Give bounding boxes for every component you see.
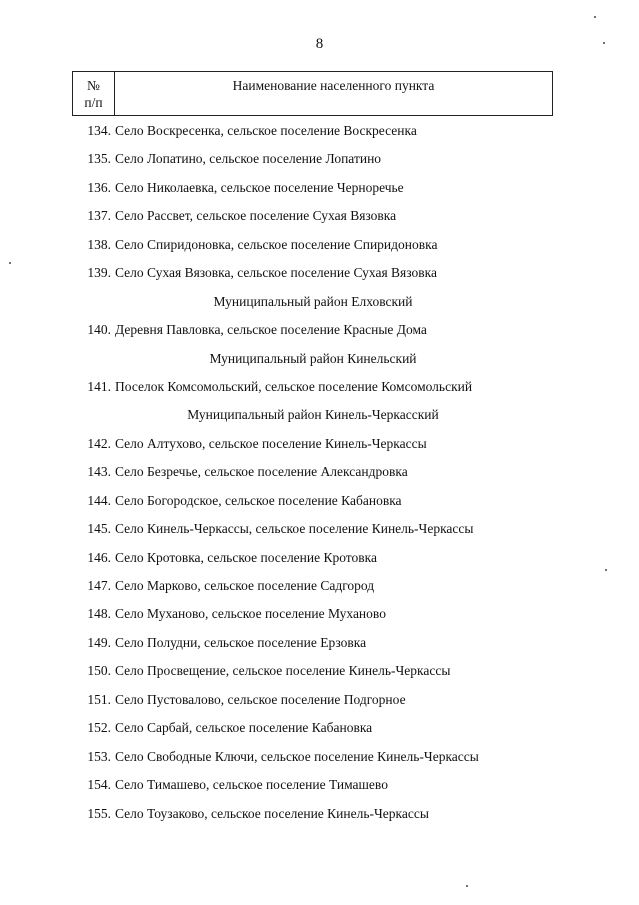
settlement-name: Село Спиридоновка, сельское поселение Спиридоновка	[115, 236, 438, 252]
settlement-row	[0, 544, 639, 572]
settlement-name: Село Воскресенка, сельское поселение Воскресенка	[115, 123, 417, 138]
scan-speck	[594, 16, 596, 18]
settlement-name: Село Полудни, сельское поселение Ерзовка	[115, 634, 367, 650]
scan-speck	[603, 42, 605, 44]
settlement-name: Поселок Комсомольский, сельское поселение Комсомольский	[115, 378, 473, 394]
settlement-name: Деревня Павловка, сельское поселение Красные Дома	[115, 322, 427, 338]
district-heading-row	[0, 288, 639, 316]
row-number: 141.	[87, 378, 111, 394]
row-number: 154.	[87, 777, 111, 793]
settlement-name: Село Алтухово, сельское поселение Кинель-Черкассы	[115, 435, 427, 451]
settlement-row	[0, 771, 639, 799]
settlement-name: Село Марково, сельское поселение Садгород	[115, 578, 375, 593]
table-header	[72, 71, 553, 116]
settlement-name: Село Просвещение, сельское поселение Кинель-Черкассы	[115, 663, 451, 679]
settlement-row	[0, 800, 639, 828]
row-number: 137.	[87, 208, 111, 224]
settlement-row	[0, 686, 639, 714]
settlement-row	[0, 316, 639, 344]
settlement-name: Село Муханово, сельское поселение Муханово	[115, 606, 386, 622]
row-number: 148.	[87, 606, 111, 622]
settlement-row	[0, 657, 639, 685]
settlement-row	[0, 629, 639, 657]
row-number: 134.	[87, 123, 111, 138]
settlement-name: Село Тимашево, сельское поселение Тимашево	[115, 777, 388, 793]
header-number-line: п/п	[84, 94, 103, 110]
row-number: 142.	[87, 435, 111, 451]
row-number: 144.	[87, 492, 111, 508]
settlement-row	[0, 373, 639, 401]
settlement-row	[0, 714, 639, 742]
row-number: 149.	[87, 634, 111, 650]
page-number: 8	[315, 36, 324, 52]
scan-speck	[605, 569, 607, 571]
settlement-name: Село Богородское, сельское поселение Кабановка	[115, 492, 402, 508]
scan-speck	[466, 885, 468, 887]
district-heading-row	[0, 401, 639, 429]
district-title: Муниципальный район Кинель-Черкасский	[187, 407, 439, 423]
row-number: 153.	[87, 748, 111, 764]
row-number: 139.	[87, 265, 111, 281]
settlement-row	[0, 600, 639, 628]
row-number: 145.	[87, 521, 111, 537]
settlement-name: Село Безречье, сельское поселение Александровка	[115, 464, 408, 480]
settlement-name: Село Кинель-Черкассы, сельское поселение Кинель-Черкассы	[115, 521, 474, 537]
settlement-row	[0, 487, 639, 515]
settlement-name: Село Лопатино, сельское поселение Лопатино	[115, 151, 382, 167]
settlement-row	[0, 430, 639, 458]
row-number: 143.	[87, 464, 111, 480]
settlement-row	[0, 174, 639, 202]
row-number: 135.	[87, 151, 111, 167]
header-number-column	[73, 72, 115, 115]
district-heading-row	[0, 345, 639, 373]
header-number-line: №	[87, 77, 100, 93]
settlement-row	[0, 145, 639, 173]
row-number: 150.	[87, 663, 111, 679]
row-number: 151.	[87, 691, 111, 707]
settlement-row	[0, 743, 639, 771]
row-number: 147.	[87, 578, 111, 593]
settlement-row	[0, 515, 639, 543]
row-number: 155.	[87, 805, 111, 821]
row-number: 140.	[87, 322, 111, 338]
header-number-label	[73, 77, 114, 111]
scan-speck	[9, 262, 11, 264]
settlement-row	[0, 259, 639, 287]
settlement-name: Село Николаевка, сельское поселение Черноречье	[115, 179, 404, 195]
settlement-name: Село Кротовка, сельское поселение Кротовка	[115, 549, 378, 565]
settlement-row	[0, 117, 639, 145]
row-number: 136.	[87, 179, 111, 195]
settlement-name: Село Пустовалово, сельское поселение Подгорное	[115, 691, 406, 707]
district-title: Муниципальный район Елховский	[213, 293, 413, 309]
settlement-name: Село Свободные Ключи, сельское поселение Кинель-Черкассы	[115, 748, 479, 764]
settlement-row	[0, 231, 639, 259]
row-number: 146.	[87, 549, 111, 565]
header-name-column: Наименование населенного пункта	[232, 78, 435, 93]
row-number: 138.	[87, 236, 111, 252]
district-title: Муниципальный район Кинельский	[209, 350, 417, 366]
settlement-name: Село Тоузаково, сельское поселение Кинель-Черкассы	[115, 805, 429, 821]
settlement-name: Село Сухая Вязовка, сельское поселение Сухая Вязовка	[115, 265, 437, 281]
settlement-list	[0, 117, 639, 828]
settlement-row	[0, 572, 639, 600]
settlement-row	[0, 458, 639, 486]
settlement-name: Село Рассвет, сельское поселение Сухая Вязовка	[115, 208, 397, 224]
row-number: 152.	[87, 720, 111, 736]
settlement-name: Село Сарбай, сельское поселение Кабановка	[115, 720, 373, 736]
settlement-row	[0, 202, 639, 230]
